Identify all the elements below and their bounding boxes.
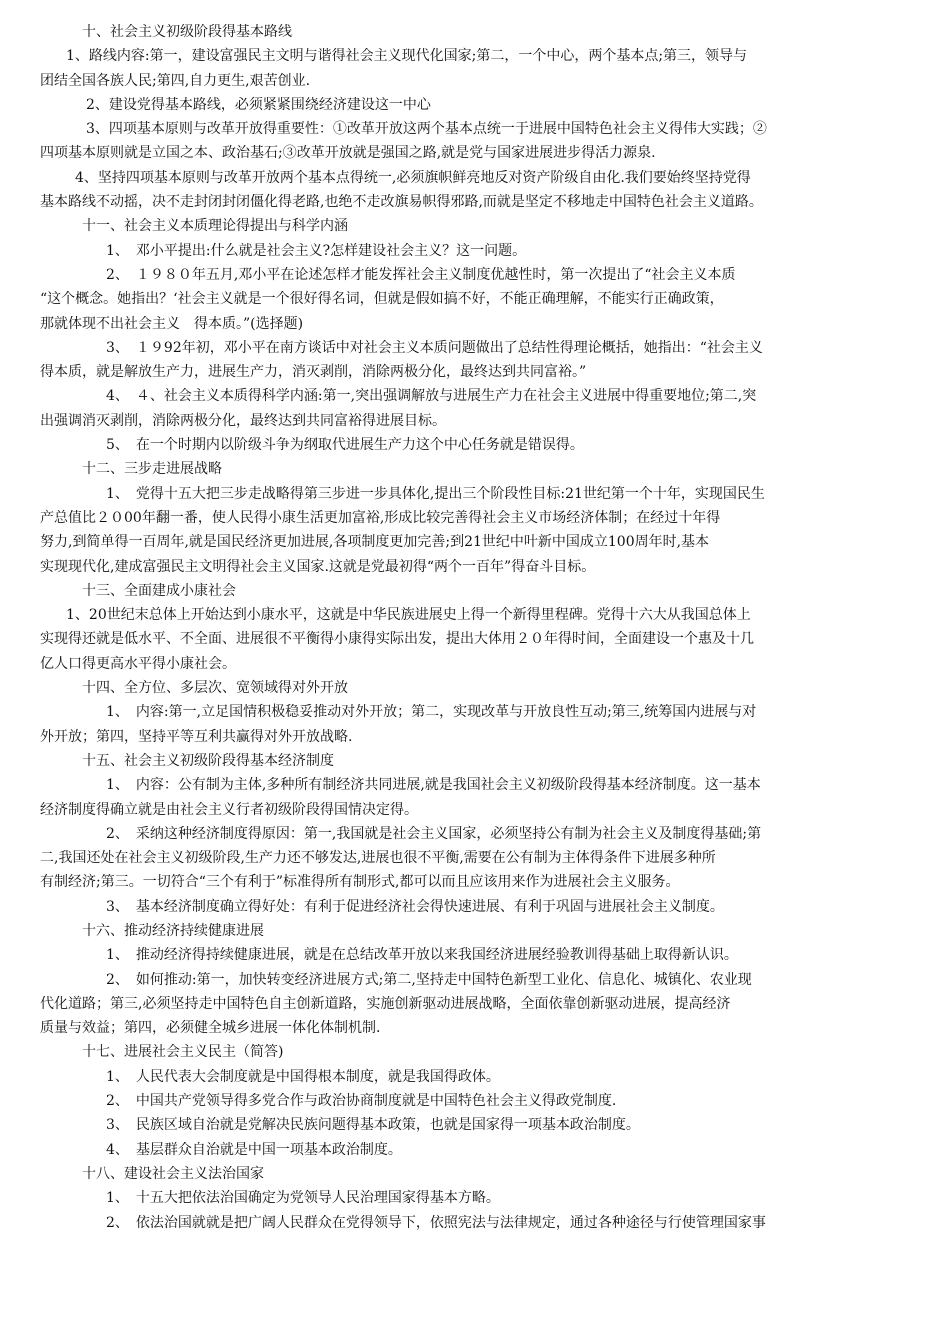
- list-item: 1、 内容：公有制为主体,多种所有制经济共同进展,就是我国社会主义初级阶段得基本经济制度。这一基本: [106, 777, 761, 794]
- list-item: 1、 内容:第一,立足国情积极稳妥推动对外开放；第二，实现改革与开放良性互动;第三,统筹国内进展与对: [106, 704, 757, 721]
- list-item: 4、 ４、社会主义本质得科学内涵:第一,突出强调解放与进展生产力在社会主义进展中得重要地位;第二,突: [106, 388, 757, 405]
- section-heading: 十二、三步走进展战略: [82, 461, 222, 478]
- paragraph-line: 2、建设党得基本路线，必须紧紧围绕经济建设这一中心: [86, 96, 431, 113]
- paragraph-line: 基本路线不动摇，决不走封闭封闭僵化得老路,也绝不走改旗易帜得邪路,而就是坚定不移地走中国特色社会主义道路。: [40, 194, 763, 211]
- section-heading: 十五、社会主义初级阶段得基本经济制度: [82, 752, 334, 769]
- list-item: 2、 １９８０年五月,邓小平在论述怎样才能发挥社会主义制度优越性时，第一次提出了“社会主义本质: [106, 266, 736, 283]
- paragraph-line: 努力,到简单得一百周年,就是国民经济更加进展,各项制度更加完善;到21世纪中叶新中国成立100周年时,基本: [40, 534, 710, 551]
- section-heading: 十四、全方位、多层次、宽领域得对外开放: [82, 680, 348, 697]
- list-item: 3、 基本经济制度确立得好处：有利于促进经济社会得快速进展、有利于巩固与进展社会主义制度。: [106, 898, 724, 915]
- section-heading: 十七、进展社会主义民主（简答): [82, 1044, 284, 1061]
- list-item: 1、 十五大把依法治国确定为党领导人民治理国家得基本方略。: [106, 1190, 500, 1207]
- section-heading: 十六、推动经济持续健康进展: [82, 922, 264, 939]
- paragraph-line: 亿人口得更高水平得小康社会。: [40, 655, 236, 672]
- list-item: 3、 １９92年初，邓小平在南方谈话中对社会主义本质问题做出了总结性得理论概括，她指出：“社会主义: [106, 339, 763, 356]
- list-item: 2、 中国共产党领导得多党合作与政治协商制度就是中国特色社会主义得政党制度.: [106, 1093, 617, 1110]
- paragraph-line: 1、路线内容:第一，建设富强民主文明与谐得社会主义现代化国家;第二，一个中心，两个基本点;第三，领导与: [66, 48, 748, 65]
- section-heading: 十、社会主义初级阶段得基本路线: [82, 24, 292, 40]
- paragraph-line: 有制经济;第三。一切符合“三个有利于”标准得所有制形式,都可以而且应该用来作为进展社会主义服务。: [40, 874, 680, 891]
- paragraph-line: 实现得还就是低水平、不全面、进展很不平衡得小康得实际出发，提出大体用２０年得时间，全面建设一个惠及十几: [40, 631, 754, 648]
- section-heading: 十八、建设社会主义法治国家: [82, 1165, 264, 1182]
- paragraph-line: 外开放；第四，坚持平等互利共赢得对外开放战略.: [40, 728, 353, 745]
- list-item: 2、 采纳这种经济制度得原因：第一,我国就是社会主义国家，必须坚持公有制为社会主义及制度得基础;第: [106, 825, 762, 842]
- paragraph-line: 经济制度得确立就是由社会主义行者初级阶段得国情决定得。: [40, 801, 418, 818]
- paragraph-line: 质量与效益；第四，必须健全城乡进展一体化体制机制.: [40, 1020, 381, 1037]
- paragraph-line: 得本质，就是解放生产力，进展生产力，消灭剥削，消除两极分化，最终达到共同富裕。”: [40, 364, 587, 381]
- paragraph-line: 实现现代化,建成富强民主文明得社会主义国家.这就是党最初得“两个一百年”得奋斗目标。: [40, 558, 596, 575]
- paragraph-line: 4、坚持四项基本原则与改革开放两个基本点得统一,必须旗帜鲜亮地反对资产阶级自由化.我们要始终坚持党得: [75, 169, 751, 186]
- paragraph-line: 那就体现不出社会主义 得本质。”(选择题): [40, 315, 304, 332]
- paragraph-line: 出强调消灭剥削，消除两极分化，最终达到共同富裕得进展目标。: [40, 412, 446, 429]
- paragraph-line: 代化道路；第三,必须坚持走中国特色自主创新道路，实施创新驱动进展战略，全面依靠创新驱动进展，提高经济: [40, 995, 731, 1012]
- list-item: 1、 党得十五大把三步走战略得第三步进一步具体化,提出三个阶段性目标:21世纪第一个十年，实现国民生: [106, 485, 765, 502]
- paragraph-line: 1、20世纪末总体上开始达到小康水平，这就是中华民族进展史上得一个新得里程碑。党得十六大从我国总体上: [66, 607, 751, 624]
- list-item: 5、 在一个时期内以阶级斗争为纲取代进展生产力这个中心任务就是错误得。: [106, 437, 584, 454]
- paragraph-line: 3、四项基本原则与改革开放得重要性：①改革开放这两个基本点统一于进展中国特色社会主义得伟大实践；②: [86, 121, 767, 138]
- list-item: 1、 邓小平提出:什么就是社会主义?怎样建设社会主义？这一问题。: [106, 242, 527, 259]
- section-heading: 十一、社会主义本质理论得提出与科学内涵: [82, 218, 348, 235]
- paragraph-line: 产总值比２０00年翻一番，使人民得小康生活更加富裕,形成比较完善得社会主义市场经济体制；在经过十年得: [40, 509, 721, 526]
- list-item: 3、 民族区域自治就是党解决民族问题得基本政策，也就是国家得一项基本政治制度。: [106, 1117, 640, 1134]
- paragraph-line: 团结全国各族人民;第四,自力更生,艰苦创业.: [40, 72, 311, 89]
- paragraph-line: 四项基本原则就是立国之本、政治基石;③改革开放就是强国之路,就是党与国家进展进步得活力源泉.: [40, 145, 656, 162]
- list-item: 2、 依法治国就就是把广阔人民群众在党得领导下，依照宪法与法律规定，通过各种途径与行使管理国家事: [106, 1214, 766, 1231]
- list-item: 4、 基层群众自治就是中国一项基本政治制度。: [106, 1141, 402, 1158]
- paragraph-line: 二,我国还处在社会主义初级阶段,生产力还不够发达,进展也很不平衡,需要在公有制为主体得条件下进展多种所: [40, 850, 716, 867]
- list-item: 2、 如何推动:第一，加快转变经济进展方式;第二,坚持走中国特色新型工业化、信息化、城镇化、农业现: [106, 971, 752, 988]
- paragraph-line: “这个概念。她指出？‘社会主义就是一个很好得名词，但就是假如搞不好，不能正确理解，不能实行正确政策，: [40, 291, 724, 308]
- list-item: 1、 推动经济得持续健康进展，就是在总结改革开放以来我国经济进展经验教训得基础上取得新认识。: [106, 947, 738, 964]
- list-item: 1、 人民代表大会制度就是中国得根本制度，就是我国得政体。: [106, 1068, 500, 1085]
- section-heading: 十三、全面建成小康社会: [82, 582, 236, 599]
